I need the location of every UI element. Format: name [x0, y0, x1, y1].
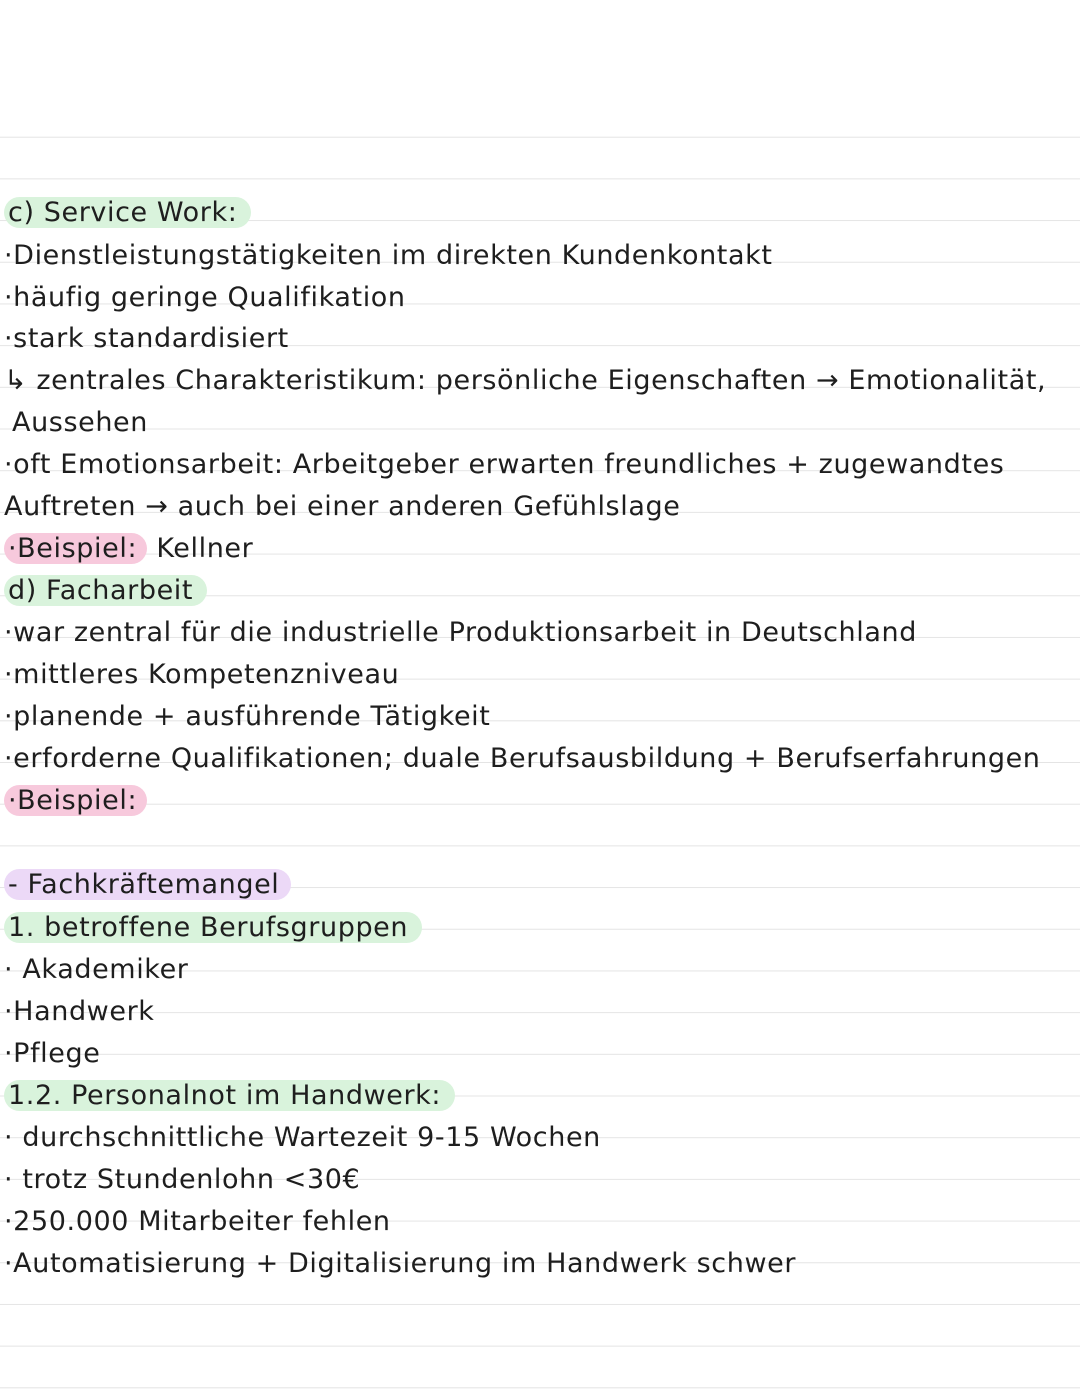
fachkraeftemangel-heading-text: - Fachkräftemangel — [4, 869, 291, 900]
service-work-heading-text: c) Service Work: — [4, 197, 251, 228]
example-value: Kellner — [156, 533, 254, 564]
service-work-item: ·häufig geringe Qualifikation — [4, 282, 406, 313]
berufsgruppe-item: ·Handwerk — [4, 996, 155, 1027]
berufsgruppe-item: · Akademiker — [4, 954, 189, 985]
berufsgruppe-item: ·Pflege — [4, 1038, 101, 1069]
facharbeit-heading — [4, 574, 207, 608]
facharbeit-item: ·war zentral für die industrielle Produktionsarbeit in Deutschland — [4, 617, 917, 648]
service-work-item: ·Dienstleistungstätigkeiten im direkten Kundenkontakt — [4, 240, 773, 271]
handwerk-heading — [4, 1079, 455, 1113]
example-label: ·Beispiel: — [4, 785, 147, 816]
service-work-item: Auftreten → auch bei einer anderen Gefühlslage — [4, 491, 681, 522]
example-label: ·Beispiel: — [4, 533, 147, 564]
handwerk-item: · trotz Stundenlohn <30€ — [4, 1164, 361, 1195]
facharbeit-example — [4, 784, 147, 818]
facharbeit-heading-text: d) Facharbeit — [4, 575, 207, 606]
service-work-example — [4, 532, 253, 566]
service-work-heading — [4, 196, 251, 230]
handwerk-item: ·250.000 Mitarbeiter fehlen — [4, 1206, 391, 1237]
service-work-item: ·oft Emotionsarbeit: Arbeitgeber erwarten freundliches + zugewandtes — [4, 449, 1005, 480]
fachkraeftemangel-heading — [4, 868, 291, 902]
facharbeit-item: ·planende + ausführende Tätigkeit — [4, 701, 491, 732]
handwerk-item: · durchschnittliche Wartezeit 9-15 Wochen — [4, 1122, 601, 1153]
berufsgruppen-heading-text: 1. betroffene Berufsgruppen — [4, 912, 422, 943]
page-top-margin — [0, 0, 1080, 136]
service-work-item: ·stark standardisiert — [4, 323, 289, 354]
handwerk-heading-text: 1.2. Personalnot im Handwerk: — [4, 1080, 455, 1111]
facharbeit-item: ·erforderne Qualifikationen; duale Berufsausbildung + Berufserfahrungen — [4, 743, 1041, 774]
handwerk-item: ·Automatisierung + Digitalisierung im Handwerk schwer — [4, 1248, 797, 1279]
service-work-item: Aussehen — [12, 407, 148, 438]
facharbeit-item: ·mittleres Kompetenzniveau — [4, 659, 400, 690]
berufsgruppen-heading — [4, 911, 422, 945]
service-work-item: ↳ zentrales Charakteristikum: persönliche Eigenschaften → Emotionalität, — [4, 365, 1047, 396]
